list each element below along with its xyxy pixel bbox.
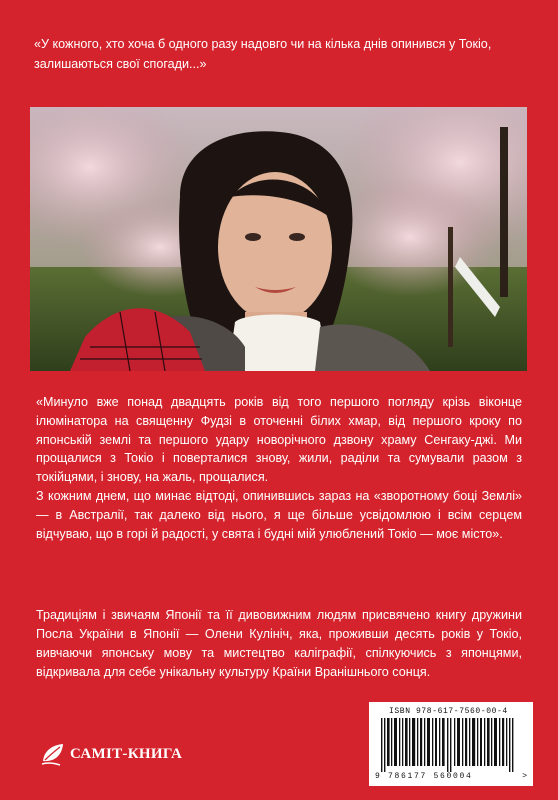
barcode-graphic xyxy=(381,718,521,772)
book-description: Традиціям і звичаям Японії та її дивовижним людям присвячено книгу дружини Посла України в Японії — Олени Кулініч, яка, проживши десять років у Токіо, вивчаючи японську мову та мистецтво каліграфії, спілкуючись з японцями, відкривала для себе унікальну культуру Країни Вранішнього сонця. xyxy=(36,608,522,679)
publisher-leaf-icon xyxy=(40,741,66,767)
main-quote xyxy=(36,393,522,543)
main-quote-paragraph-2: З кожним днем, що минає відтоді, опинившись зараз на «зворотному боці Землі» — в Австралії, так далеко від нього, я ще більше усвідомлюю і всім серцем відчуваю, що в горі й радості, у свята і будні мій улюблений Токіо — моє місто». xyxy=(36,488,522,541)
isbn-barcode-box xyxy=(369,702,533,786)
author-photo xyxy=(30,107,527,371)
main-quote-paragraph-1: «Минуло вже понад двадцять років від того першого погляду крізь віконце ілюмінатора на священну Фудзі в оточенні білих хмар, від першого кроку по японській землі та першого удару новорічного дзвону храму Сенгаку-джі. Ми прощалися з Токіо і поверталися знову, жили, раділи та сумували разом з токійцями, і знову, на жаль, прощалися. xyxy=(36,395,522,485)
author-photo-image xyxy=(30,107,527,371)
isbn-label: ISBN 978-617-7560-00-4 xyxy=(389,707,508,716)
publisher-name: САМІТ-КНИГА xyxy=(70,745,183,762)
publisher-logo xyxy=(40,739,182,769)
top-quote: «У кожного, хто хоча б одного разу надовго чи на кілька днів опинився у Токіо, залишаються свої спогади...» xyxy=(34,37,492,71)
isbn-digits: 9 786177 560004 xyxy=(375,772,473,781)
isbn-arrow: > xyxy=(522,772,527,781)
